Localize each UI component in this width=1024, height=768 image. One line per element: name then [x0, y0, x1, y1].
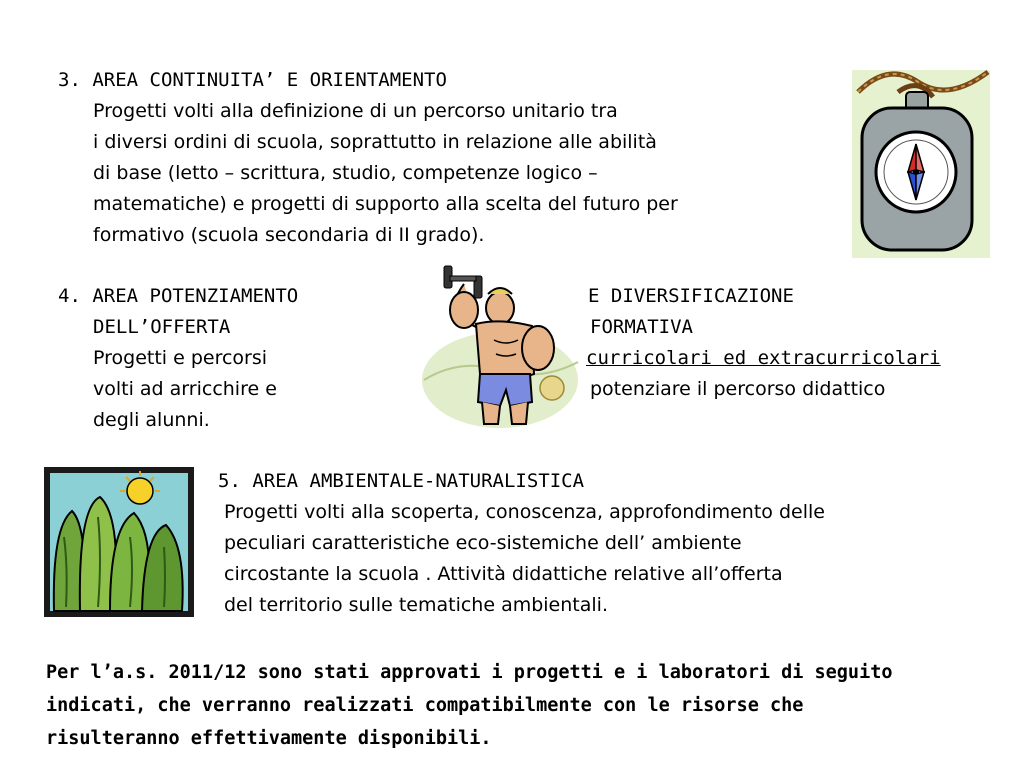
section3-line: Progetti volti alla definizione di un percorso unitario tra [93, 100, 618, 122]
section3-line: i diversi ordini di scuola, soprattutto in relazione alle abilità [93, 131, 657, 153]
section3-line: di base (letto – scrittura, studio, competenze logico – [93, 162, 598, 184]
section5-line: del territorio sulle tematiche ambientali. [224, 594, 608, 616]
footer-line: risulteranno effettivamente disponibili. [46, 728, 492, 749]
section4-heading-continued: E DIVERSIFICAZIONE [588, 285, 794, 307]
section5-line: Progetti volti alla scoperta, conoscenza, approfondimento delle [224, 501, 825, 523]
section4-curricolari: curricolari ed extracurricolari [586, 347, 941, 369]
section3-line: matematiche) e progetti di supporto alla scelta del futuro per [93, 193, 678, 215]
section3-line: formativo (scuola secondaria di II grado). [93, 224, 485, 246]
section4-heading-line2: DELL’OFFERTA [93, 316, 231, 338]
section5-line: circostante la scuola . Attività didattiche relative all’offerta [224, 563, 783, 585]
section4-heading: 4. AREA POTENZIAMENTO [58, 285, 299, 307]
bodybuilder-icon [420, 262, 582, 430]
footer-line: indicati, che verranno realizzati compatibilmente con le risorse che [46, 695, 804, 716]
section4-heading-line2-continued: FORMATIVA [590, 316, 693, 338]
section4-line: Progetti e percorsi [93, 347, 268, 369]
section4-line: volti ad arricchire e [93, 378, 277, 400]
section3-heading: 3. AREA CONTINUITA’ E ORIENTAMENTO [58, 69, 447, 91]
section5-heading: 5. AREA AMBIENTALE-NATURALISTICA [218, 470, 585, 492]
forest-icon [44, 467, 194, 617]
compass-icon [848, 52, 994, 262]
section4-line-continued: potenziare il percorso didattico [590, 378, 886, 400]
section4-line: degli alunni. [93, 409, 210, 431]
section5-line: peculiari caratteristiche eco-sistemiche dell’ ambiente [224, 532, 742, 554]
footer-line: Per l’a.s. 2011/12 sono stati approvati i progetti e i laboratori di seguito [46, 662, 893, 683]
